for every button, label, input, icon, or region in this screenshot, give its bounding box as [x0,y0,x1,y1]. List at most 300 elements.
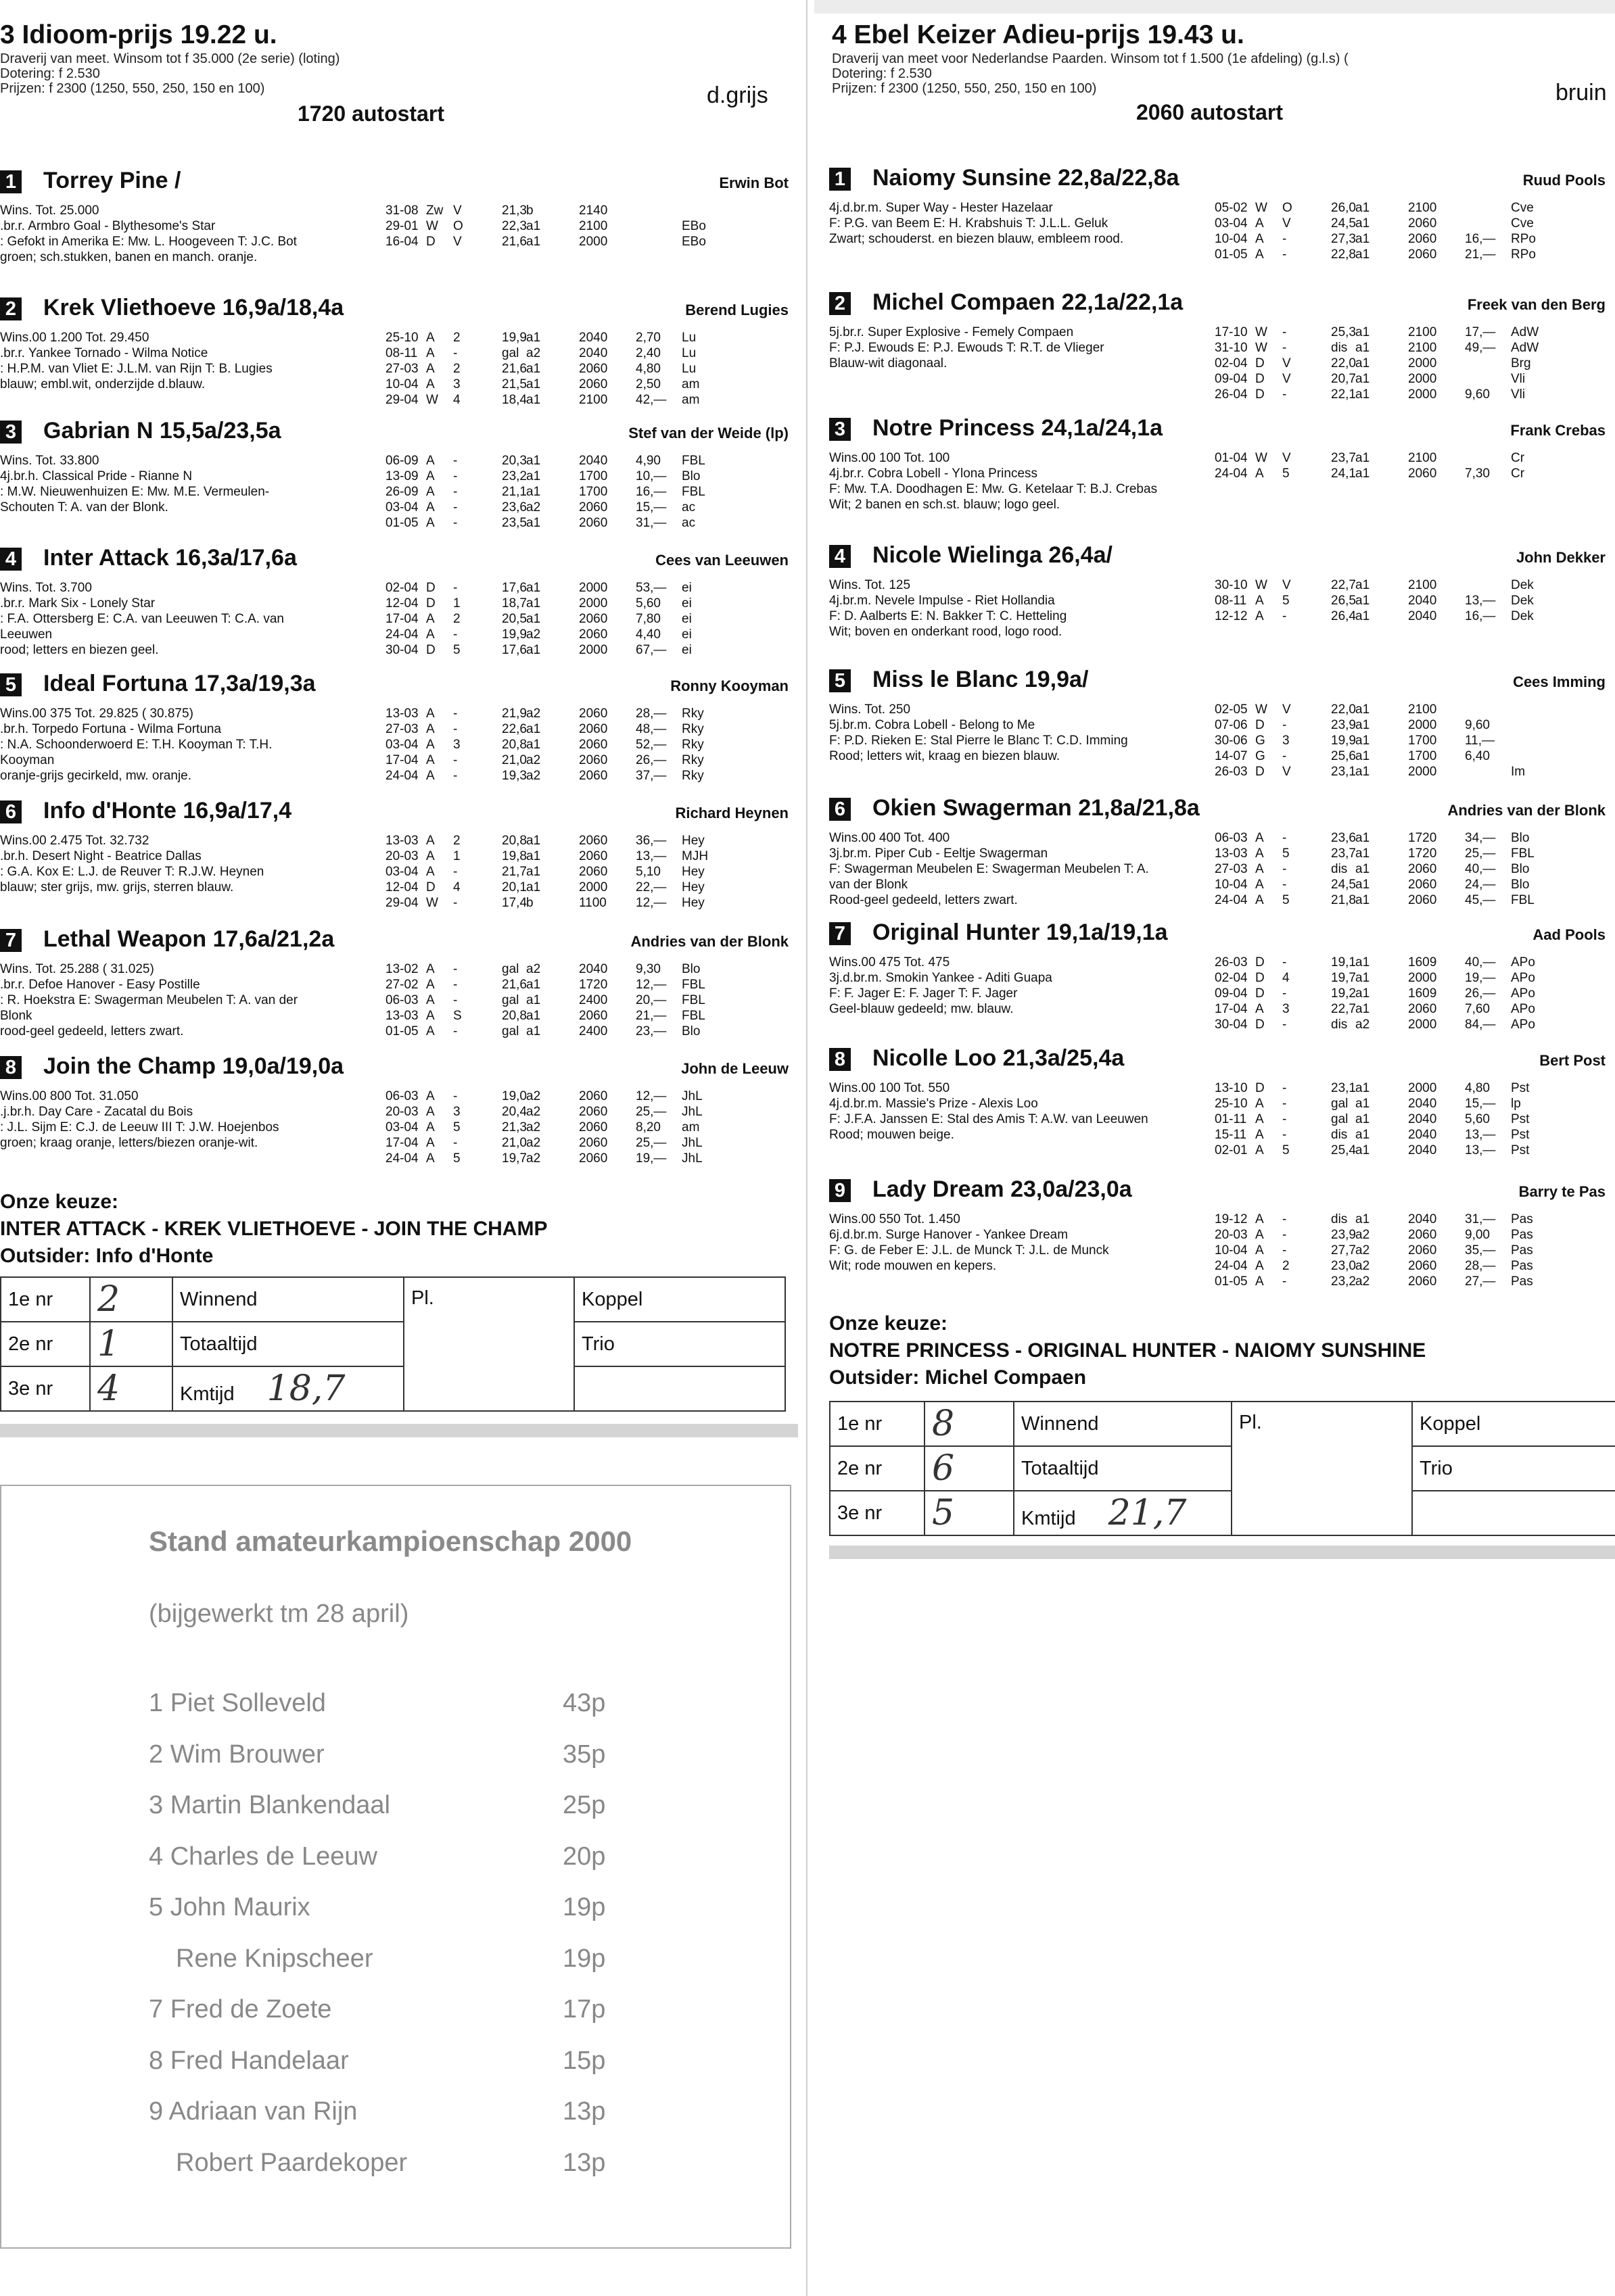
result-cell: - [453,753,458,767]
result-cell: - [1282,955,1287,970]
result-cell: a1 [1355,702,1370,717]
result-cell: 30-06 [1215,734,1248,748]
horse-driver: Stef van der Weide (lp) [628,425,789,441]
result-cell: - [453,500,458,515]
result-cell: 2060 [579,1105,608,1119]
result-cell: Brg [1511,356,1531,370]
result-cell: - [1282,247,1287,262]
result-cell: 2100 [1408,702,1437,717]
result-cell: 02-01 [1215,1143,1248,1157]
result-cell: 10-04 [1215,1243,1248,1258]
result-cell: 19,2 [1331,986,1356,1001]
bet-empty-cell [574,1366,785,1411]
result-cell: 2040 [579,331,608,345]
horse-info-line: F: P.J. Ewouds E: P.J. Ewouds T: R.T. de Vlieger [829,341,1104,355]
result-cell: Blo [1511,878,1530,892]
result-cell: W [1255,341,1267,355]
result-cell: a1 [526,643,541,657]
result-cell: 21,3 [502,1120,527,1134]
result-cell: 9,60 [1465,387,1490,402]
result-cell: 30-04 [385,643,419,657]
horse-number: 4 [0,548,22,571]
result-cell: S [453,1009,462,1023]
result-cell: 02-05 [1215,702,1248,717]
result-cell: a1 [526,849,541,863]
result-cell: 18,4 [502,393,527,407]
result-cell: 07-06 [1215,718,1248,732]
result-cell: 45,— [1465,893,1496,907]
result-cell: ei [682,627,692,642]
bet-row-label: 1e nr [1,1277,90,1322]
result-cell: 13,— [1465,1143,1496,1157]
result-cell: 5,60 [1465,1112,1490,1126]
race-conditions: Draverij van meet. Winsom tot f 35.000 (2e serie) (loting) [0,51,340,66]
horse-info-line: : J.L. Sijm E: C.J. de Leeuw III T: J.W. Hoejenbos [0,1120,279,1134]
horse-name: Ideal Fortuna 17,3a/19,3a [43,671,316,696]
handwritten-value: 1 [97,1324,120,1364]
result-cell: D [1255,1018,1265,1032]
result-cell: A [1255,1002,1264,1016]
result-cell: A [426,1136,435,1150]
result-cell: 2060 [1408,216,1437,231]
result-cell: A [426,978,435,992]
result-cell: 12,— [636,1089,667,1103]
standings-points: 15p [563,2046,606,2075]
horse-info [829,702,1221,764]
horse-info-line: rood; letters en biezen geel. [0,643,159,657]
result-cell: 22,1 [1331,387,1356,402]
result-cell: 24-04 [385,627,419,642]
result-cell: A [1255,1259,1264,1273]
result-cell: ac [682,500,696,515]
horse-info-line: van der Blonk [829,878,908,892]
result-cell: a2 [526,753,541,767]
result-cell: - [1282,831,1287,845]
result-cell: 22,7 [1331,1002,1356,1016]
result-cell: 2 [453,331,461,345]
horse-info-line: : R. Hoekstra E: Swagerman Meubelen T: A. van der [0,993,298,1007]
horse-name: Lady Dream 23,0a/23,0a [872,1176,1132,1202]
keuze-picks: NOTRE PRINCESS - ORIGINAL HUNTER - NAIOMY SUNSHINE [829,1339,1426,1362]
result-cell: Pas [1511,1259,1533,1273]
result-cell: 1609 [1408,986,1437,1001]
result-cell: 15,— [1465,1097,1496,1111]
horse-info [829,200,1221,247]
bet-pick-1[interactable] [924,1402,1014,1446]
result-cell: - [1282,325,1287,339]
result-cell: a1 [1355,1128,1370,1142]
standings-name: 3 Martin Blankendaal [149,1791,390,1819]
horse-entry [829,542,1615,667]
result-cell: 21,6 [502,362,527,376]
result-cell: A [426,469,435,483]
result-cell: 1700 [579,469,608,483]
result-cell: a1 [1355,341,1370,355]
result-cell: 3 [1282,1002,1290,1016]
horse-info-line: groen; sch.stukken, banen en manch. oranje. [0,250,258,264]
result-cell: a1 [526,1024,541,1038]
result-cell: 27-03 [385,722,419,736]
handwritten-value: 2 [97,1279,120,1320]
result-cell: 18,7 [502,596,527,611]
horse-entry [829,669,1615,791]
result-cell: 20,1 [502,880,527,894]
result-cell: 23,6 [502,500,527,515]
result-cell: a1 [1355,356,1370,370]
result-cell: lp [1511,1097,1521,1111]
horse-info [0,961,392,1039]
result-cell: 27,— [1465,1274,1496,1289]
standings-name: 8 Fred Handelaar [149,2046,349,2075]
result-cell: EBo [682,219,706,233]
result-cell: A [426,753,435,767]
horse-info [829,955,1221,1017]
horse-name: Original Hunter 19,1a/19,1a [872,919,1168,945]
result-cell: a1 [526,393,541,407]
horse-info [829,450,1221,512]
result-cell: 2060 [1408,893,1437,907]
bet-totaaltijd: Totaaltijd [172,1322,404,1366]
result-cell: - [1282,1228,1287,1242]
result-cell: EBo [682,235,706,249]
bet-form [0,1276,786,1412]
bet-trio: Trio [1412,1446,1615,1491]
horse-number: 3 [0,421,22,444]
result-cell: 01-05 [1215,1274,1248,1289]
result-cell: 24,5 [1331,216,1356,231]
result-cell: a2 [1355,1228,1370,1242]
result-cell: A [1255,594,1264,608]
result-cell: 1700 [1408,734,1437,748]
result-cell: 3 [453,1105,461,1119]
left-column [0,0,798,2296]
horse-info-line: 4j.d.br.m. Super Way - Hester Hazelaar [829,201,1053,215]
result-cell: A [426,1009,435,1023]
result-cell: 01-05 [385,516,419,530]
result-cell: 20-03 [1215,1228,1248,1242]
result-cell: dis [1331,341,1348,355]
horse-driver: Cees van Leeuwen [655,552,789,569]
horse-driver: Freek van den Berg [1467,296,1606,313]
race-dotation: Dotering: f 2.530 [832,66,932,81]
kmtijd-label: Kmtijd [180,1383,235,1405]
horse-info [0,330,392,392]
horse-entry [0,926,798,1051]
result-cell: A [1255,1097,1264,1111]
result-cell: 27-02 [385,978,419,992]
horse-driver: Andries van der Blonk [630,933,789,950]
result-cell: 2000 [1408,387,1437,402]
result-cell: 2100 [1408,451,1437,465]
horse-info-line: 3j.d.br.m. Smokin Yankee - Aditi Guapa [829,971,1052,985]
result-cell: 2060 [1408,1228,1437,1242]
result-cell: 29-04 [385,896,419,910]
result-cell: 28,— [636,707,667,721]
horse-driver: Bert Post [1539,1052,1606,1069]
result-cell: a1 [1355,734,1370,748]
result-cell: APo [1511,1018,1535,1032]
result-cell: O [1282,201,1292,215]
result-cell: 26-04 [1215,387,1248,402]
result-cell: 2100 [1408,341,1437,355]
result-cell: V [1282,372,1291,386]
result-cell: 2000 [1408,372,1437,386]
bet-pick-3[interactable] [90,1366,172,1411]
result-cell: Dek [1511,578,1534,592]
horse-info-line: Wins. Tot. 3.700 [0,581,92,595]
bet-form [829,1401,1615,1536]
result-cell: A [426,377,435,391]
result-cell: 23,5 [502,516,527,530]
result-cell: 16,— [636,485,667,499]
horse-number: 6 [0,800,22,823]
result-cell: A [426,865,435,879]
result-cell: a1 [1355,846,1370,861]
result-cell: 02-04 [1215,356,1248,370]
result-cell: 2400 [579,1024,608,1038]
race-dotation: Dotering: f 2.530 [0,66,100,81]
bet-pl: Pl. [404,1277,574,1411]
result-cell: a1 [1355,878,1370,892]
horse-info-line: Blauw-wit diagonaal. [829,356,947,370]
bet-pick-2[interactable] [90,1322,172,1366]
result-cell: D [1255,356,1265,370]
result-cell: 2060 [579,849,608,863]
result-cell: 24,5 [1331,878,1356,892]
result-cell: 2,70 [636,331,661,345]
bet-pick-1[interactable] [90,1277,172,1322]
result-cell: A [426,707,435,721]
result-cell: a1 [1355,765,1370,779]
result-cell: 20-03 [385,1105,419,1119]
horse-info-line: .br.r. Defoe Hanover - Easy Postille [0,978,200,992]
result-cell: a1 [526,722,541,736]
result-cell: - [453,516,458,530]
horse-driver: John Dekker [1516,549,1606,566]
handwritten-value: 5 [932,1493,955,1533]
result-cell: 17-04 [385,753,419,767]
result-cell: 23,9 [1331,1228,1356,1242]
result-cell: 42,— [636,393,667,407]
result-cell: 13-02 [385,962,419,976]
result-cell: a1 [526,219,541,233]
result-cell: - [453,469,458,483]
result-cell: Hey [682,896,705,910]
standings-row [149,1893,622,1934]
result-cell: - [1282,387,1287,402]
standings-points: 43p [563,1689,606,1717]
result-cell: 2060 [579,1009,608,1023]
result-cell: Lu [682,346,697,360]
horse-info-line: Kooyman [0,753,55,767]
keuze-outsider: Outsider: Info d'Honte [0,1245,214,1267]
bet-kmtijd[interactable] [1014,1491,1232,1535]
keuze-block [0,1189,547,1270]
result-cell: a1 [526,235,541,249]
horse-info-line: : M.W. Nieuwenhuizen E: Mw. M.E. Vermeulen- [0,485,270,499]
result-cell: 21,6 [502,978,527,992]
horse-info [829,1080,1221,1143]
result-cell: - [1282,1212,1287,1226]
horse-info-line: Wit; boven en onderkant rood, logo rood. [829,625,1062,639]
result-cell: a1 [1355,1143,1370,1157]
result-cell: Cr [1511,467,1525,481]
horse-info-line: 5j.br.r. Super Explosive - Femely Compaen [829,325,1074,339]
bet-kmtijd[interactable] [172,1366,404,1411]
standings-name: 1 Piet Solleveld [149,1689,326,1717]
result-cell: 52,— [636,738,667,752]
result-cell: V [1282,451,1291,465]
result-cell: 25,6 [1331,749,1356,763]
result-cell: 26-03 [1215,765,1248,779]
result-cell: A [426,331,435,345]
horse-name: Okien Swagerman 21,8a/21,8a [872,795,1200,821]
horse-info-line: Wins.00 100 Tot. 100 [829,451,950,465]
result-cell: 67,— [636,643,667,657]
result-cell: A [426,722,435,736]
horse-name: Torrey Pine / [43,168,181,193]
result-cell: Im [1511,765,1526,779]
result-cell: a2 [526,1105,541,1119]
result-cell: 01-04 [1215,451,1248,465]
result-cell: D [1255,986,1265,1001]
horse-number: 1 [829,168,851,191]
result-cell: 21,1 [502,485,527,499]
horse-info-line: : H.P.M. van Vliet E: J.L.M. van Rijn T: B. Lugies [0,362,273,376]
result-cell: A [426,962,435,976]
result-cell: 02-04 [1215,971,1248,985]
result-cell: A [426,516,435,530]
result-cell: D [1255,955,1265,970]
result-cell: 40,— [1465,862,1496,876]
result-cell: 53,— [636,581,667,595]
result-cell: 19,9 [502,331,527,345]
result-cell: Rky [682,769,704,783]
result-cell: 2060 [1408,1002,1437,1016]
result-cell: 23,9 [1331,718,1356,732]
result-cell: 19,8 [502,849,527,863]
result-cell: a1 [1355,893,1370,907]
result-cell: 17,— [1465,325,1496,339]
result-cell: 26,5 [1331,594,1356,608]
result-cell: 06-03 [385,1089,419,1103]
result-cell: A [426,1024,435,1038]
result-cell: 2 [453,612,461,626]
result-cell: Hey [682,880,705,894]
result-cell: APo [1511,955,1535,970]
result-cell: 5 [453,643,461,657]
horse-driver: Berend Lugies [685,302,789,318]
bet-koppel: Koppel [1412,1402,1615,1446]
horse-info-line: 6j.d.br.m. Surge Hanover - Yankee Dream [829,1228,1069,1242]
keuze-label: Onze keuze: [829,1312,948,1335]
result-cell: 19,7 [1331,971,1356,985]
result-cell: 19-12 [1215,1212,1248,1226]
result-cell: FBL [682,993,705,1007]
result-cell: FBL [1511,893,1535,907]
result-cell: 12,— [636,978,667,992]
bet-row-label: 1e nr [830,1402,924,1446]
result-cell: A [426,627,435,642]
result-cell: A [426,1120,435,1134]
horse-info-line: blauw; ster grijs, mw. grijs, sterren blauw. [0,880,234,894]
result-cell: a2 [1355,1243,1370,1258]
result-cell: 2040 [1408,1212,1437,1226]
result-cell: a1 [1355,578,1370,592]
horse-driver: John de Leeuw [681,1060,789,1077]
horse-driver: Erwin Bot [719,174,789,191]
result-cell: a1 [1355,749,1370,763]
result-cell: 2060 [579,362,608,376]
result-cell: - [1282,749,1287,763]
result-cell: FBL [682,485,705,499]
result-cell: dis [1331,862,1348,876]
result-cell: 24-04 [1215,467,1248,481]
result-cell: 9,30 [636,962,661,976]
result-cell: Dek [1511,609,1534,623]
result-cell: 27-03 [385,362,419,376]
result-cell: 24,1 [1331,467,1356,481]
result-cell: a1 [1355,971,1370,985]
bet-pick-3[interactable] [924,1491,1014,1535]
result-cell: 03-04 [385,865,419,879]
result-cell: D [1255,387,1265,402]
horse-number: 5 [0,673,22,696]
standings-subtitle: (bijgewerkt tm 28 april) [149,1600,409,1628]
result-cell: 12-12 [1215,609,1248,623]
result-cell: 40,— [1465,955,1496,970]
result-cell: a2 [526,707,541,721]
result-cell: A [426,362,435,376]
horse-info [0,203,392,265]
result-cell: 2060 [579,834,608,848]
result-cell: 2100 [1408,578,1437,592]
horse-entry [829,1176,1615,1301]
standings-points: 19p [563,1893,606,1921]
horse-info-line: Rood; mouwen beige. [829,1128,954,1142]
result-cell: 2000 [1408,718,1437,732]
result-cell: JhL [682,1089,703,1103]
result-cell: a2 [526,1089,541,1103]
result-cell: 2060 [1408,878,1437,892]
bet-pick-2[interactable] [924,1446,1014,1491]
result-cell: gal [1331,1097,1349,1111]
result-cell: - [453,454,458,468]
result-cell: 19,9 [1331,734,1356,748]
result-cell: 06-09 [385,454,419,468]
result-cell: D [426,880,436,894]
result-cell: a1 [1355,862,1370,876]
result-cell: JhL [682,1136,703,1150]
result-cell: a1 [1355,1002,1370,1016]
result-cell: 1720 [579,978,608,992]
horse-entry [829,415,1615,540]
result-cell: 22,— [636,880,667,894]
result-cell: - [1282,1112,1287,1126]
result-cell: 5 [1282,467,1290,481]
result-cell: V [453,235,462,249]
result-cell: A [426,1089,435,1103]
result-cell: 12-04 [385,880,419,894]
horse-info-line: Wins. Tot. 250 [829,702,911,717]
horse-info-line: Wins.00 100 Tot. 550 [829,1081,950,1095]
result-cell: 7,80 [636,612,661,626]
result-cell: 4 [453,880,461,894]
result-cell: a1 [526,362,541,376]
result-cell: 31-08 [385,204,419,218]
result-cell: 36,— [636,834,667,848]
result-cell: gal [502,1024,519,1038]
